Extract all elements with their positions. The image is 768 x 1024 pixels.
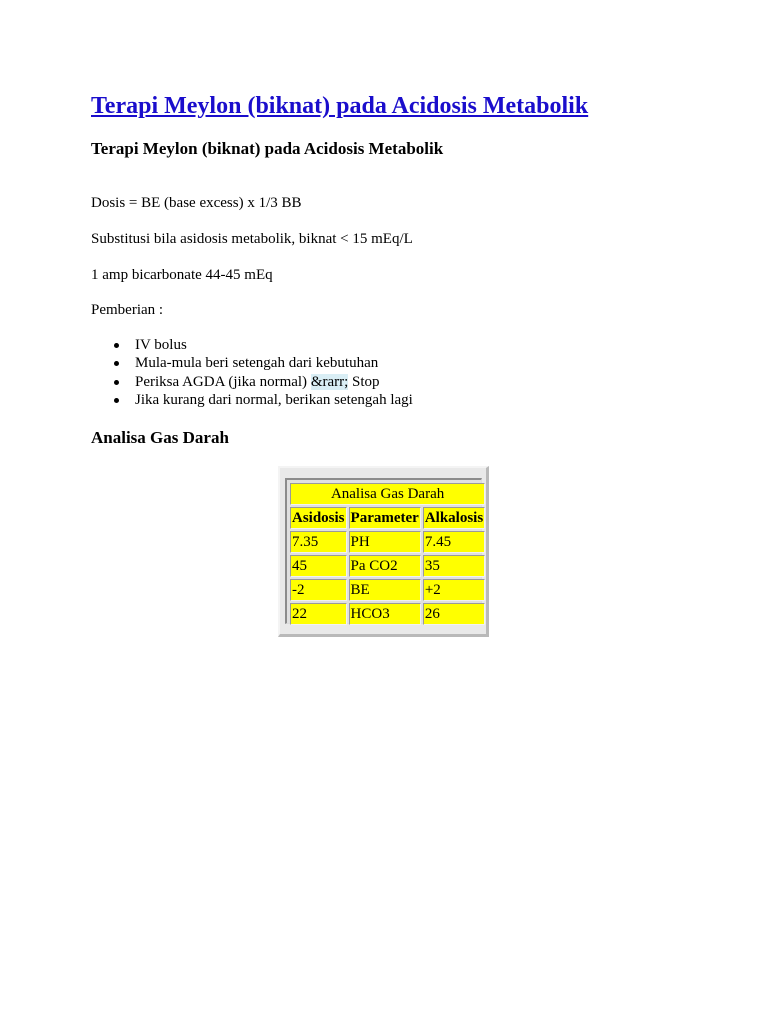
table-row <box>290 555 485 577</box>
paragraph-amp: 1 amp bicarbonate 44-45 mEq <box>91 267 273 283</box>
list-item-text: Periksa AGDA (jika normal) <box>135 373 311 390</box>
list-item <box>91 354 413 372</box>
article-title-link[interactable]: Terapi Meylon (biknat) pada Acidosis Metabolik <box>91 93 589 119</box>
list-item-text-suffix: Stop <box>348 373 380 390</box>
bullet-icon <box>114 361 119 366</box>
paragraph-pemberian: Pemberian : <box>91 302 164 318</box>
article-subtitle: Terapi Meylon (biknat) pada Acidosis Metabolik <box>91 139 444 158</box>
cell-alkalosis: +2 <box>423 579 485 601</box>
paragraph-substitusi: Substitusi bila asidosis metabolik, biknat < 15 mEq/L <box>91 231 413 247</box>
cell-alkalosis: 35 <box>423 555 485 577</box>
table-caption: Analisa Gas Darah <box>290 483 485 505</box>
bullet-icon <box>114 343 119 348</box>
pemberian-list <box>91 336 413 409</box>
bullet-icon <box>114 380 119 385</box>
gas-table <box>288 481 487 627</box>
header-parameter: Parameter <box>349 507 421 529</box>
list-item <box>91 391 413 409</box>
cell-asidosis: 22 <box>290 603 347 625</box>
header-asidosis: Asidosis <box>290 507 347 529</box>
table-row <box>290 579 485 601</box>
list-item-text: Jika kurang dari normal, berikan setengah lagi <box>135 391 413 408</box>
paragraph-dosis: Dosis = BE (base excess) x 1/3 BB <box>91 195 302 211</box>
cell-parameter: HCO3 <box>349 603 421 625</box>
cell-parameter: BE <box>349 579 421 601</box>
list-item-text: Mula-mula beri setengah dari kebutuhan <box>135 355 379 372</box>
cell-alkalosis: 7.45 <box>423 531 485 553</box>
gas-table-inner <box>285 478 482 624</box>
cell-alkalosis: 26 <box>423 603 485 625</box>
list-item-text: IV bolus <box>135 337 187 353</box>
table-caption-row <box>290 483 485 505</box>
html-entity-text: &rarr; <box>310 373 349 390</box>
table-header-row <box>290 507 485 529</box>
list-item <box>91 373 413 391</box>
cell-asidosis: 45 <box>290 555 347 577</box>
bullet-icon <box>114 398 119 403</box>
header-alkalosis: Alkalosis <box>423 507 485 529</box>
list-item <box>91 336 413 354</box>
cell-asidosis: -2 <box>290 579 347 601</box>
cell-parameter: Pa CO2 <box>349 555 421 577</box>
gas-table-frame <box>278 466 489 637</box>
table-row <box>290 603 485 625</box>
section-heading-analisa: Analisa Gas Darah <box>91 428 229 447</box>
table-row <box>290 531 485 553</box>
cell-asidosis: 7.35 <box>290 531 347 553</box>
cell-parameter: PH <box>349 531 421 553</box>
